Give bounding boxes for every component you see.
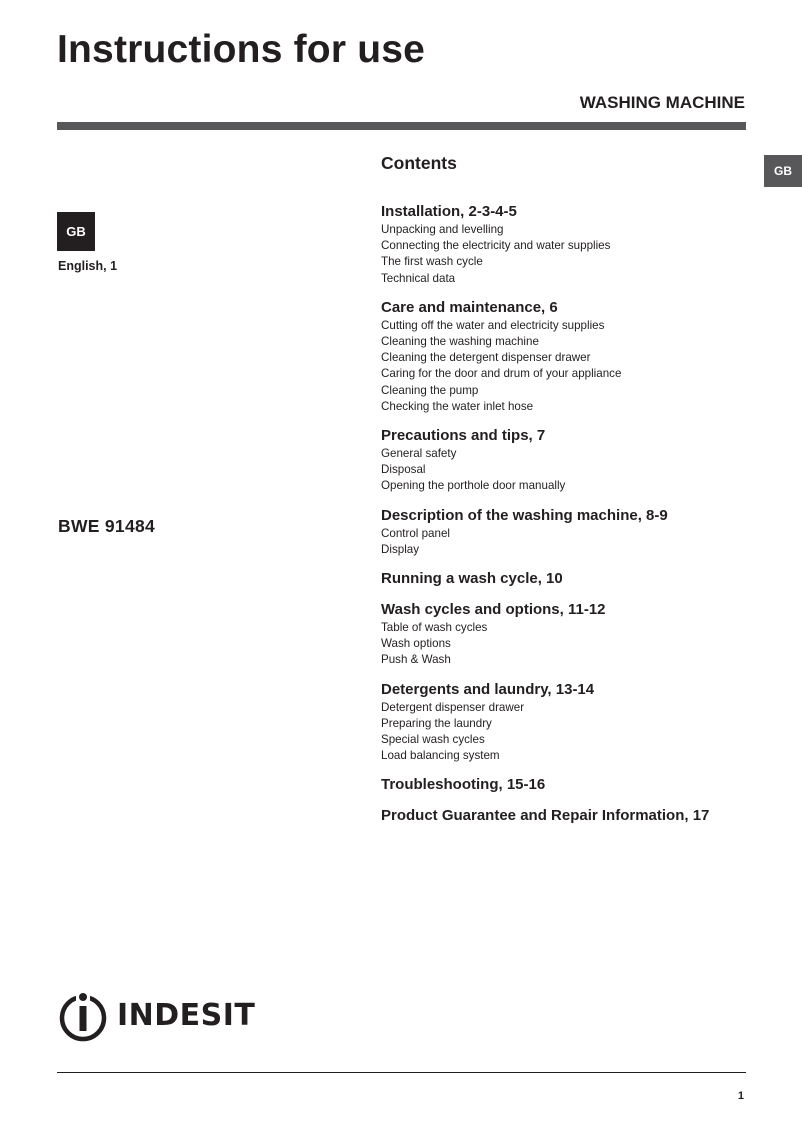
indesit-logo-icon (57, 990, 109, 1042)
toc-item: Cutting off the water and electricity supplies (381, 318, 605, 332)
toc-item: Preparing the laundry (381, 716, 492, 730)
toc-item: Detergent dispenser drawer (381, 700, 525, 714)
toc-section-guarantee (381, 806, 791, 826)
toc-section-precautions (381, 426, 791, 495)
header-divider-bar (57, 122, 746, 130)
toc-item: Checking the water inlet hose (381, 399, 534, 413)
toc-section-care (381, 298, 791, 415)
toc-item: General safety (381, 447, 457, 461)
contents-heading: Contents (381, 153, 457, 173)
page-number: 1 (737, 1090, 744, 1102)
toc-item: The first wash cycle (381, 255, 483, 269)
toc-section-title: Running a wash cycle, 10 (381, 570, 563, 588)
toc-section-title: Care and maintenance, 6 (381, 298, 558, 316)
toc-item: Disposal (381, 463, 426, 477)
toc-item: Cleaning the detergent dispenser drawer (381, 351, 591, 365)
toc-item: Opening the porthole door manually (381, 479, 566, 493)
toc-item: Unpacking and levelling (381, 223, 504, 236)
toc-section-title: Precautions and tips, 7 (381, 427, 546, 445)
toc-section-title: Installation, 2-3-4-5 (381, 203, 517, 220)
toc-item: Cleaning the washing machine (381, 335, 539, 349)
toc-section-title: Troubleshooting, 15-16 (381, 776, 546, 794)
footer-divider (57, 1072, 746, 1073)
toc-section-running (381, 569, 791, 589)
brand-logo-text: INDESIT (117, 998, 256, 1033)
toc-section-wash-cycles (381, 600, 791, 669)
toc-item: Load balancing system (381, 749, 500, 763)
toc-item: Connecting the electricity and water supplies (381, 239, 611, 253)
toc-section-title: Product Guarantee and Repair Information, 17 (381, 807, 710, 825)
page-title: Instructions for use (57, 28, 426, 71)
product-type-subtitle: WASHING MACHINE (579, 93, 745, 112)
toc-section-troubleshooting (381, 775, 791, 795)
toc-section-title: Detergents and laundry, 13-14 (381, 680, 595, 698)
toc-item: Special wash cycles (381, 733, 485, 747)
language-side-tab: GB (764, 155, 802, 187)
toc-section-title: Wash cycles and options, 11-12 (381, 601, 606, 619)
toc-item: Cleaning the pump (381, 383, 479, 397)
table-of-contents (381, 202, 791, 837)
language-badge: GB (57, 212, 95, 251)
toc-section-title: Description of the washing machine, 8-9 (381, 506, 668, 524)
toc-item: Caring for the door and drum of your appliance (381, 367, 622, 381)
toc-item: Table of wash cycles (381, 621, 488, 635)
language-label: English, 1 (58, 259, 118, 273)
model-number: BWE 91484 (58, 516, 156, 536)
toc-section-installation (381, 202, 791, 287)
toc-item: Wash options (381, 637, 451, 651)
toc-item: Push & Wash (381, 653, 451, 667)
toc-item: Technical data (381, 271, 456, 285)
toc-section-detergents (381, 680, 791, 765)
toc-section-description (381, 506, 791, 558)
toc-item: Display (381, 542, 420, 556)
toc-item: Control panel (381, 526, 450, 540)
brand-logo (57, 990, 255, 1042)
